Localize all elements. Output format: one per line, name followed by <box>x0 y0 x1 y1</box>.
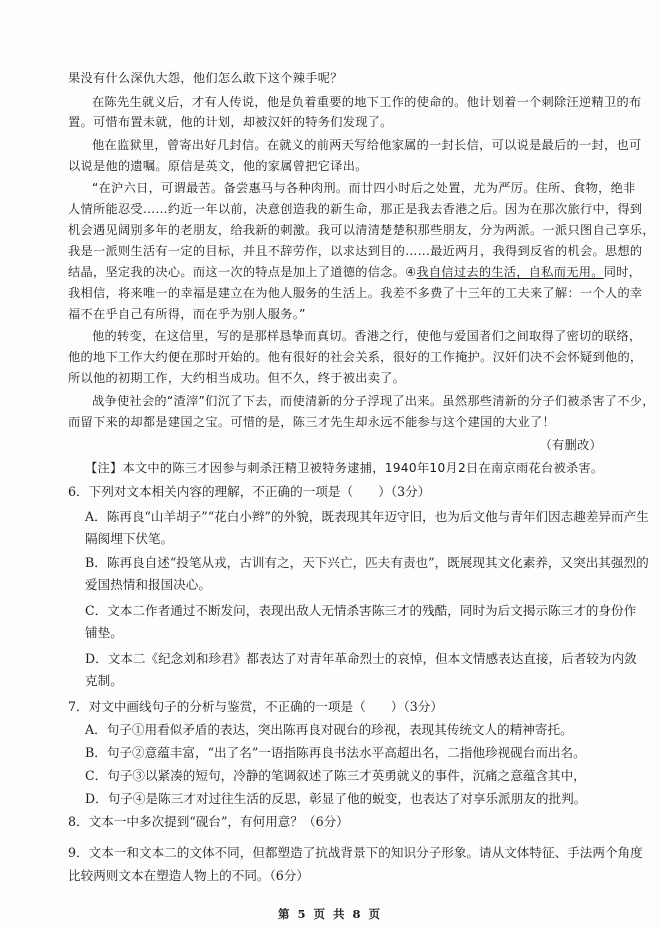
q6-option-a-cont: 隔阂埋下伏笔。 <box>85 531 174 546</box>
passage-text: 结晶，坚定我的决心。而这一次的特点是加上了道德的信念。④ <box>68 265 417 279</box>
passage-line: 在陈先生就义后，才有人传说，他是负着重要的地下工作的使命的。他计划着一个刺除汪逆精卫的布 <box>92 95 642 109</box>
source-note: （有删改） <box>539 438 602 452</box>
passage-line: 他的转变，在这信里，写的是那样恳挚而真切。香港之行，使他与爱国者们之间取得了密切的联络， <box>92 329 642 343</box>
q6-option-a: A．陈再良“山羊胡子”“花白小辫”的外貌，既表现其年迈守旧，也为后文他与青年们因志趣差异而产生 <box>85 509 649 524</box>
page-footer: 第 5 页 共 8 页 <box>277 907 383 921</box>
passage-line <box>68 264 642 280</box>
passage-line: 我是一派则生活有一定的目标，并且不辞劳作，以求达到目的……最近两月，我得到反省的机会。思想的 <box>68 244 643 258</box>
passage-line: 战争使社会的“渣滓”们沉了下去，而使清新的分子浮现了出来。虽然那些清新的分子们被杀害了不少， <box>92 394 655 408</box>
passage-line: 人情所能忍受……约近一年以前，决意创造我的新生命，那正是我去香港之后。因为在那次旅行中，得到 <box>68 202 643 216</box>
passage-line: 我相信，将来唯一的幸福是建立在为他人服务的生活上。我差不多费了十三年的工夫来了解：一个人的幸 <box>68 286 643 300</box>
q6-option-d: D．文本二《纪念刘和珍君》都表达了对青年革命烈士的哀悼，但本文情感表达直接，后者较为内敛 <box>85 651 637 666</box>
passage-line: 果没有什么深仇大怨，他们怎么敢下这个辣手呢？ <box>68 71 343 85</box>
q6-option-b-cont: 爱国热情和报国决心。 <box>85 577 211 592</box>
q7-option-d: D．句子④是陈三才对过往生活的反思，彰显了他的蜕变，也表达了对享乐派朋友的批判。 <box>85 791 587 806</box>
passage-line: 所以他的初期工作，大约相当成功。但不久，终于被出卖了。 <box>68 371 406 385</box>
question-8: 8．文本一中多次提到“砚台”，有何用意？（6分） <box>68 814 349 829</box>
question-6-stem: 6．下列对文本相关内容的理解，不正确的一项是（ ）（3分） <box>68 484 431 499</box>
underlined-sentence-4: 我自信过去的生活，自私而无用。 <box>416 265 604 279</box>
annotation-note: 【注】本文中的陈三才因参与刺杀汪精卫被特务逮捕，1940年10月2日在南京雨花台被杀害。 <box>85 461 604 475</box>
q6-option-b: B．陈再良自述“投笔从戎，古训有之，天下兴亡，匹夫有责也”，既展现其文化素养，又突出其强烈的 <box>85 555 649 570</box>
q7-option-b: B．句子②意蕴丰富，“出了名”一语指陈再良书法水平高超出名，二指他珍视砚台而出名。 <box>85 745 586 760</box>
passage-line: 而留下来的却都是建国之宝。可惜的是，陈三才先生却永远不能参与这个建国的大业了！ <box>68 415 556 429</box>
passage-line: 他在监狱里，曾寄出好几封信。在就义的前两天写给他家属的一封长信，可以说是最后的一封，也可 <box>92 138 642 152</box>
question-9-line2: 比较两则文本在塑造人物上的不同。（6分） <box>68 868 309 883</box>
passage-text: 同时， <box>603 265 642 279</box>
q6-option-d-cont: 克制。 <box>85 673 123 688</box>
passage-line: “在沪六日，可谓最苦。备尝惠马与各种肉刑。而廿四小时后之处置，尤为严厉。住所、食物，绝非 <box>92 181 636 195</box>
q6-option-c-cont: 铺垫。 <box>85 625 123 640</box>
passage-line: 他的地下工作大约便在那时开始的。他有很好的社会关系，很好的工作掩护。汉奸们决不会怀疑到他的， <box>68 350 643 364</box>
question-7-stem: 7．对文中画线句子的分析与鉴赏，不正确的一项是（ ）（3分） <box>68 699 443 714</box>
q7-option-a: A．句子①用看似矛盾的表达，突出陈再良对砚台的珍视，表现其传统文人的精神寄托。 <box>85 722 573 737</box>
passage-line: 置。可惜布置未就，他的计划，却被汉奸的特务们发现了。 <box>68 115 393 129</box>
passage-line: 机会遇见阔别多年的老朋友，给我新的刺激。我可以清清楚楚积那些朋友，分为两派。一派只图自己享乐， <box>68 223 655 237</box>
passage-line: 福不在乎自己有所得，而在乎为别人服务。” <box>68 307 306 321</box>
passage-line: 以说是他的遗嘱。原信是英文，他的家属曾把它译出。 <box>68 159 368 173</box>
question-9-line1: 9．文本一和文本二的文体不同，但都塑造了抗战背景下的知识分子形象。请从文体特征、手法两个角度 <box>68 845 643 860</box>
q6-option-c: C．文本二作者通过不断发问，表现出敌人无情杀害陈三才的残酷，同时为后文揭示陈三才的身份作 <box>85 603 637 618</box>
q7-option-c: C．句子③以紧凑的短句，冷静的笔调叙述了陈三才英勇就义的事件，沉痛之意蕴含其中， <box>85 768 586 783</box>
